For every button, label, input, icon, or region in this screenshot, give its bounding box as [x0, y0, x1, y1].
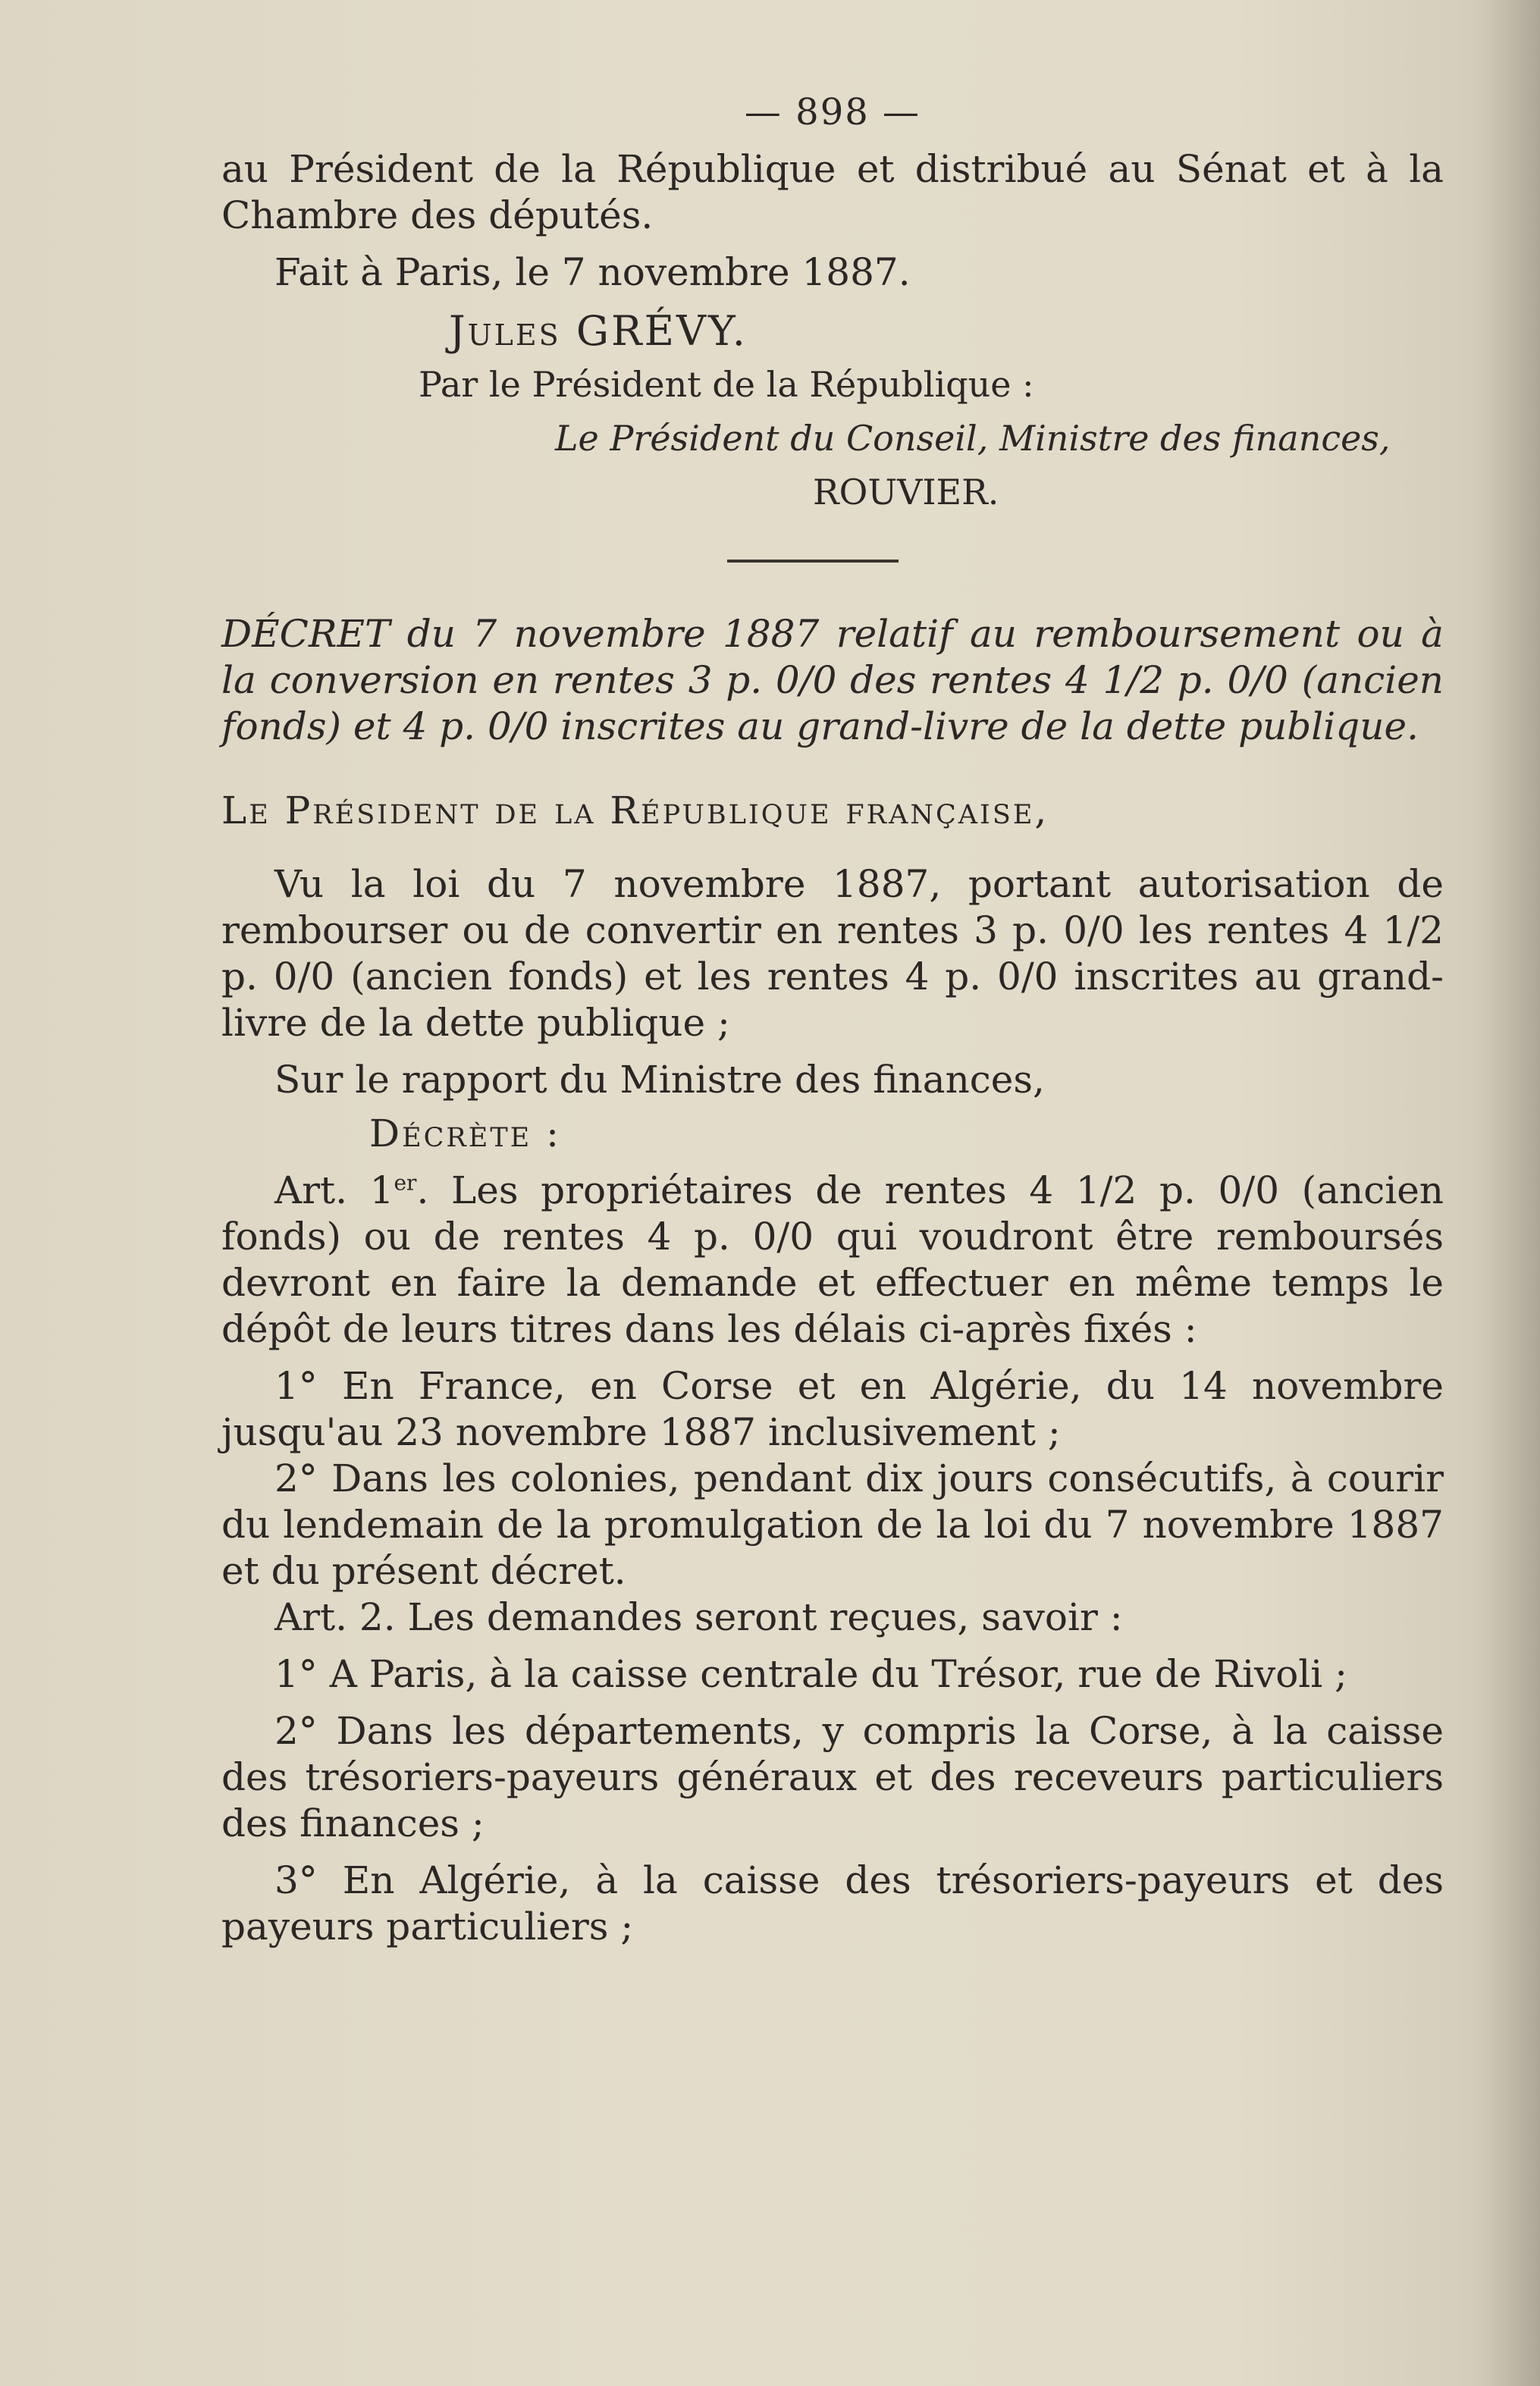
- page-edge-shadow: [1479, 0, 1540, 2386]
- article-1-sup: er: [394, 1170, 417, 1196]
- article-2: Art. 2. Les demandes seront reçues, savoir :: [274, 1595, 1123, 1639]
- by-president-line: Par le Président de la République :: [419, 364, 1034, 405]
- intro-line: au Président de la République et distribué au Sénat et à la Chambre des députés.: [221, 147, 1444, 237]
- article-1-item-2: 2° Dans les colonies, pendant dix jours consécutifs, à courir du lendemain de la promulgation de la loi du 7 novembre 1887 et du présent décret.: [221, 1456, 1444, 1593]
- page-number: — 898 —: [744, 91, 921, 133]
- article-2-item-2: 2° Dans les départements, y compris la Corse, à la caisse des trésoriers-payeurs généraux et des receveurs particuliers des finances ;: [221, 1709, 1444, 1845]
- article-1-text: . Les propriétaires de rentes 4 1/2 p. 0/0 (ancien fonds) ou de rentes 4 p. 0/0 qui voudront être remboursés devront en faire la demande et effectuer en même temps le dépôt de leurs titres dans les délais ci-après fixés :: [221, 1168, 1444, 1351]
- page-text: [221, 89, 1444, 1950]
- decree-title: DÉCRET du 7 novembre 1887 relatif au remboursement ou à la conversion en rentes 3 p. 0/0 des rentes 4 1/2 p. 0/0 (ancien fonds) et 4 p. 0/0 inscrites au grand-livre de la dette publique.: [221, 612, 1444, 748]
- place-date: Fait à Paris, le 7 novembre 1887.: [274, 250, 911, 294]
- article-2-item-1: 1° A Paris, à la caisse centrale du Trésor, rue de Rivoli ;: [274, 1652, 1348, 1696]
- decree-heading: Le Président de la République française,: [221, 789, 1049, 832]
- decree-sur: Sur le rapport du Ministre des finances,: [274, 1058, 1045, 1102]
- article-1-prefix: Art. 1: [274, 1168, 394, 1212]
- president-signature: Jules GRÉVY.: [449, 307, 748, 355]
- article-2-item-3: 3° En Algérie, à la caisse des trésoriers-payeurs et des payeurs particuliers ;: [221, 1858, 1444, 1949]
- decree-vu: Vu la loi du 7 novembre 1887, portant autorisation de rembourser ou de convertir en rentes 3 p. 0/0 les rentes 4 1/2 p. 0/0 (ancien fonds) et les rentes 4 p. 0/0 inscrites au grand-livre de la dette publique ;: [221, 862, 1444, 1045]
- article-1-item-1: 1° En France, en Corse et en Algérie, du 14 novembre jusqu'au 23 novembre 1887 inclusivement ;: [221, 1364, 1444, 1454]
- section-divider: [727, 560, 899, 563]
- minister-title: Le Président du Conseil, Ministre des finances,: [555, 418, 1391, 459]
- minister-signature: ROUVIER.: [813, 472, 999, 513]
- article-1: [221, 1168, 1444, 1353]
- decree-decrete: Décrète :: [369, 1111, 561, 1155]
